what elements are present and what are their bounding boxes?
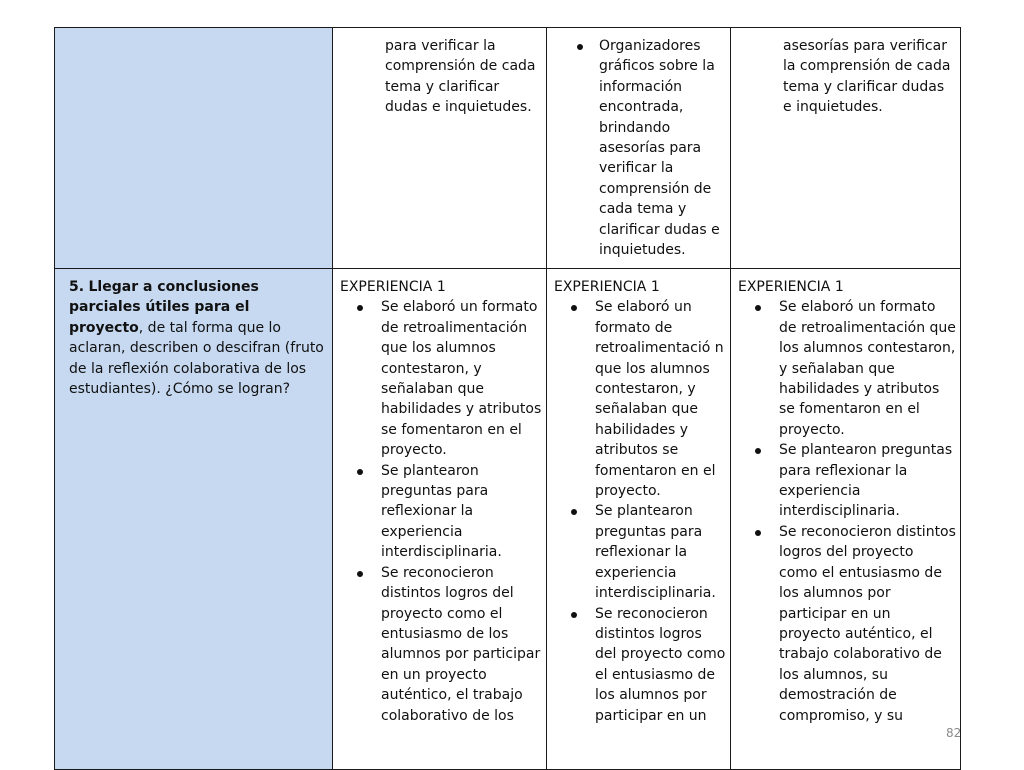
row2-step-cell [55, 269, 333, 770]
step-rest: , de tal forma que lo aclaran, describen o descifran (fruto de la reflexión colaborativa de los estudiantes). ¿Cómo se logran? [69, 319, 324, 398]
list-item: Se elaboró un formato de retroalimentació n que los alumnos contestaron, y señalaban que habilidades y atributos se fomentaron en el proyecto. [595, 297, 726, 501]
list-item: Se plantearon preguntas para reflexionar la experiencia interdisciplinaria. [595, 501, 726, 603]
list-item: Se plantearon preguntas para reflexionar la experiencia interdisciplinaria. [779, 440, 956, 522]
table-row [55, 269, 961, 770]
row1-col3-cell [547, 28, 731, 269]
experience-header: EXPERIENCIA 1 [554, 279, 660, 295]
list-item: Se reconocieron distintos logros del proyecto como el entusiasmo de los alumnos por participar en un proyecto auténtico, el trabajo colaborativo de los [381, 563, 542, 726]
step-description [55, 269, 332, 399]
list-item: Se elaboró un formato de retroalimentación que los alumnos contestaron, y señalaban que habilidades y atributos se fomentaron en el proyecto. [381, 297, 542, 460]
row2-col2-cell [333, 269, 547, 770]
step-number: 5. [69, 279, 85, 295]
list-item: Se plantearon preguntas para reflexionar la experiencia interdisciplinaria. [381, 461, 542, 563]
experience-list [547, 297, 730, 726]
row1-step-cell [55, 28, 333, 269]
planning-table [54, 27, 961, 770]
table-row [55, 28, 961, 269]
experience-header: EXPERIENCIA 1 [738, 279, 844, 295]
step-title: Llegar a conclusiones parciales útiles para el proyecto [69, 279, 259, 336]
experience-header: EXPERIENCIA 1 [340, 279, 446, 295]
experience-list [333, 297, 546, 726]
list-item: Se elaboró un formato de retroalimentación que los alumnos contestaron, y señalaban que habilidades y atributos se fomentaron en el proyecto. [779, 297, 956, 440]
list-item: Se reconocieron distintos logros del proyecto como el entusiasmo de los alumnos por participar en un proyecto auténtico, el trabajo colaborativo de los alumnos, su demostración de compromiso, y su [779, 522, 956, 726]
row1-col2-cell [333, 28, 547, 269]
row1-col3-bullet-text: Organizadores gráficos sobre la información encontrada, brindando asesorías para verificar la comprensión de cada tema y clarificar dudas e inquietudes. [547, 28, 730, 260]
row1-col4-text: asesorías para verificar la comprensión de cada tema y clarificar dudas e inquietudes. [783, 38, 951, 116]
row1-col4-cell [731, 28, 961, 269]
page-number: 82 [946, 726, 962, 740]
list-item: Se reconocieron distintos logros del proyecto como el entusiasmo de los alumnos por participar en un [595, 604, 726, 726]
experience-list [731, 297, 960, 726]
row1-col2-text: para verificar la comprensión de cada tema y clarificar dudas e inquietudes. [385, 38, 536, 116]
row2-col4-cell [731, 269, 961, 770]
row2-col3-cell [547, 269, 731, 770]
